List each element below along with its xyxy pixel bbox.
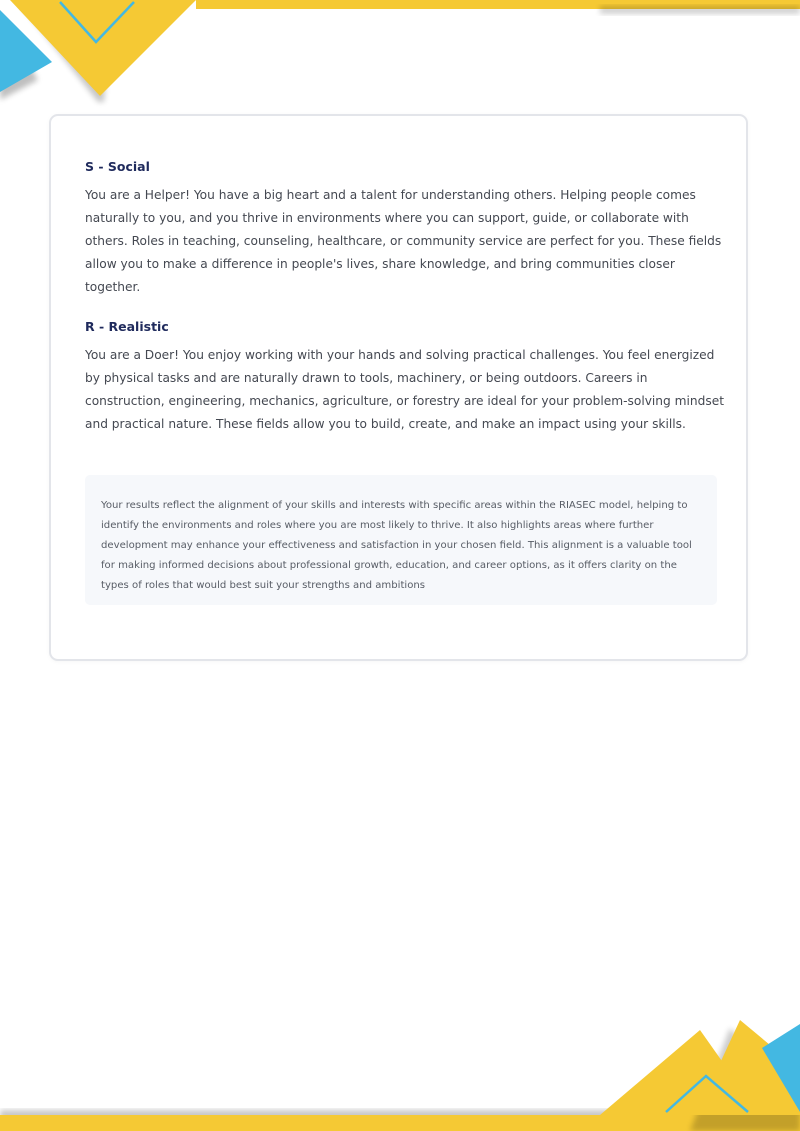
top-left-corner-decoration: [0, 0, 800, 102]
section-heading-social: S - Social: [85, 159, 150, 174]
section-social: [85, 158, 725, 299]
results-card: [49, 114, 748, 661]
section-text-realistic: You are a Doer! You enjoy working with your hands and solving practical challenges. You feel energized by physical tasks and are naturally drawn to tools, machinery, or being outdoors. Careers in construction, engineering, mechanics, agriculture, or forestry are ideal for your problem-solving mindset and practical nature. These fields allow you to build, create, and make an impact using your skills.: [85, 348, 724, 431]
summary-text: Your results reflect the alignment of your skills and interests with specific areas within the RIASEC model, helping to identify the environments and roles where you are most likely to thrive. It also highlights areas where further development may enhance your effectiveness and satisfaction in your chosen field. This alignment is a valuable tool for making informed decisions about professional growth, education, and career options, as it offers clarity on the types of roles that would best suit your strengths and ambitions: [101, 500, 692, 591]
bottom-right-corner-decoration: [0, 1020, 800, 1131]
section-realistic: [85, 318, 725, 436]
section-text-social: You are a Helper! You have a big heart and a talent for understanding others. Helping people comes naturally to you, and you thrive in environments where you can support, guide, or collaborate with others. Roles in teaching, counseling, healthcare, or community service are perfect for you. These fields allow you to make a difference in people's lives, share knowledge, and bring communities closer together.: [85, 188, 722, 294]
summary-box: [85, 475, 717, 605]
section-heading-realistic: R - Realistic: [85, 319, 169, 334]
